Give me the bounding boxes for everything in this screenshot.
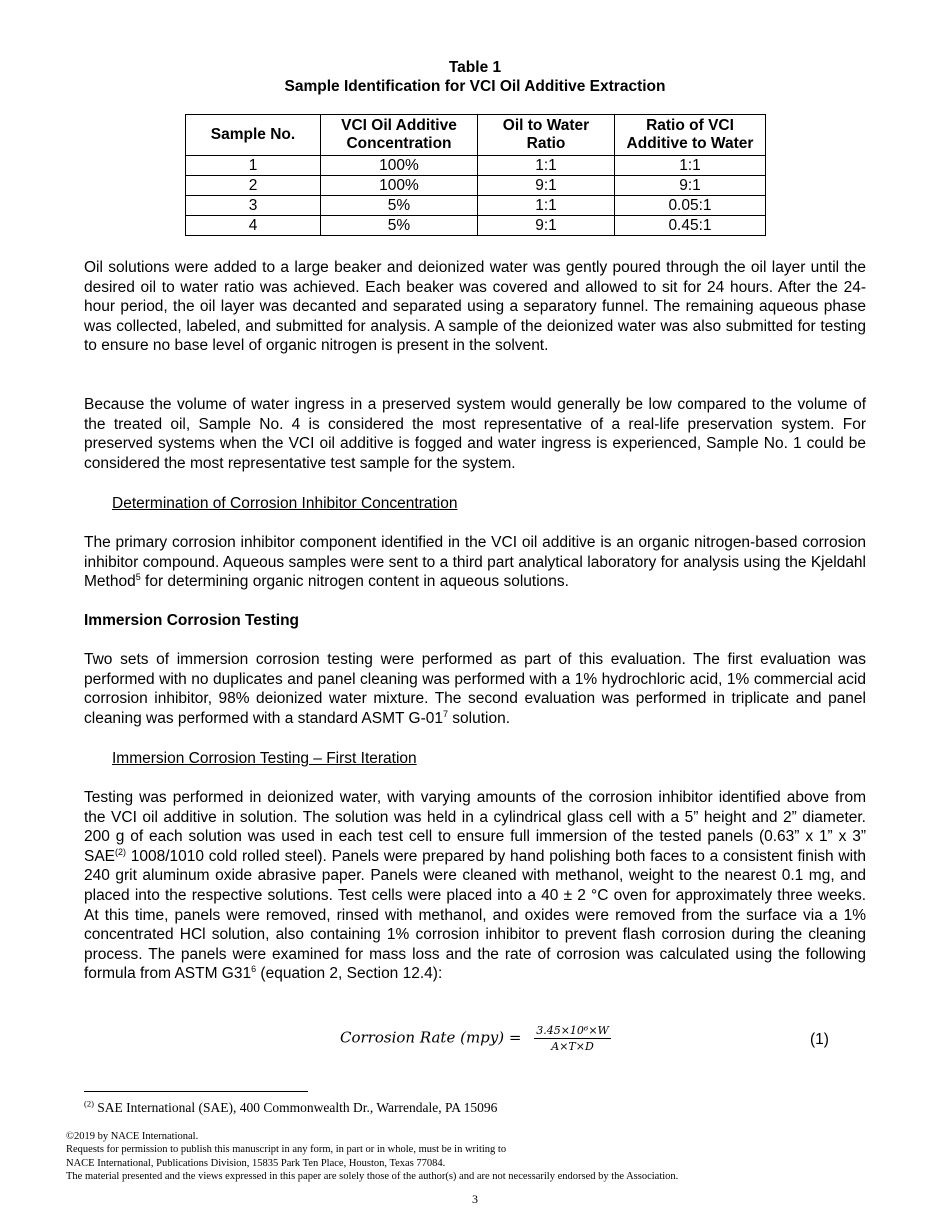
table-row (186, 216, 766, 236)
header-text: Ratio (526, 135, 566, 152)
paragraph-kjeldahl (84, 533, 866, 592)
table-header-row (186, 115, 766, 156)
table-cell: 2 (186, 176, 321, 196)
text-run: (equation 2, Section 12.4): (256, 965, 443, 983)
equation-fraction (534, 1024, 611, 1053)
table-row (186, 156, 766, 176)
equation-denominator: A×T×D (551, 1040, 594, 1053)
table-cell: 9:1 (615, 176, 766, 196)
citation-ref: 5 (135, 572, 141, 583)
copyright-line: Requests for permission to publish this manuscript in any form, in part or in whole, must be in writing to (66, 1144, 507, 1156)
equation-lhs: Corrosion Rate (mpy) = (340, 1028, 522, 1047)
header-text: Concentration (346, 135, 452, 152)
paragraph-two-sets (84, 650, 866, 728)
table-cell: 0.45:1 (615, 216, 766, 236)
sample-table (185, 114, 766, 236)
table-cell: 5% (321, 196, 478, 216)
table-cell: 9:1 (478, 176, 615, 196)
citation-ref: 6 (251, 964, 257, 975)
text-run: solution. (448, 709, 511, 727)
paragraph-water-ingress: Because the volume of water ingress in a preserved system would generally be low compared to the volume of the treated oil, Sample No. 4 is considered the most representative of a real-life preservation system. For preserved systems when the VCI oil additive is fogged and water ingress is experienced, Sample No. 1 could be considered the most representative test sample for the system. (84, 396, 866, 472)
header-text: Ratio of VCI (646, 117, 734, 134)
text-run: for determining organic nitrogen content in aqueous solutions. (140, 573, 569, 591)
header-vci-water (615, 115, 766, 156)
copyright-line: ©2019 by NACE International. (66, 1131, 199, 1142)
footnote (84, 1100, 497, 1116)
header-sample-no (186, 115, 321, 156)
header-concentration (321, 115, 478, 156)
table-cell: 100% (321, 156, 478, 176)
copyright-line: The material presented and the views expressed in this paper are solely those of the author(s) and are not necessarily endorsed by the Association. (66, 1171, 679, 1183)
footnote-mark: (2) (84, 1098, 94, 1109)
table-cell: 1:1 (615, 156, 766, 176)
table-cell: 100% (321, 176, 478, 196)
text-run: Two sets of immersion corrosion testing were performed as part of this evaluation. The first evaluation was performed with no duplicates and panel cleaning was performed with a 1% hydrochloric acid, 1% commercial acid corrosion inhibitor, 98% deionized water mixture. The second evaluation was performed in triplicate and panel cleaning was performed with a standard ASMT G-01 (84, 651, 866, 727)
table-caption: Sample Identification for VCI Oil Additive Extraction (284, 78, 666, 95)
table-row (186, 176, 766, 196)
table-cell: 0.05:1 (615, 196, 766, 216)
header-text: Oil to Water (502, 117, 590, 134)
text-run: 1008/1010 cold rolled steel). Panels were prepared by hand polishing both faces to a consistent finish with 240 grit aluminum oxide abrasive paper. Panels were cleaned with methanol, weight to the nearest 0.1 mg, and placed into the respective solutions. Test cells were placed into a 40 ± 2 °C oven for approximately three weeks. At this time, panels were removed, rinsed with methanol, and oxides were removed from the surface via a 1% concentrated HCl solution, also containing 1% corrosion inhibitor to prevent flash corrosion during the cleaning process. The panels were examined for mass loss and the rate of corrosion was calculated using the following formula from ASTM G31 (84, 847, 866, 983)
text-run: The primary corrosion inhibitor component identified in the VCI oil additive is an organic nitrogen-based corrosion inhibitor compound. Aqueous samples were sent to a third part analytical laboratory for analysis using the Kjeldahl Method (84, 534, 866, 591)
table-cell: 1:1 (478, 196, 615, 216)
table-cell: 1:1 (478, 156, 615, 176)
footnote-text: SAE International (SAE), 400 Commonwealth Dr., Warrendale, PA 15096 (93, 1100, 498, 1115)
citation-ref: 7 (442, 708, 448, 719)
subheading-inhibitor-concentration: Determination of Corrosion Inhibitor Concentration (112, 495, 458, 512)
header-text: VCI Oil Additive (341, 117, 457, 134)
subheading-first-iteration: Immersion Corrosion Testing – First Iteration (112, 750, 417, 767)
footnote-divider (84, 1091, 308, 1092)
equation-number: (1) (810, 1031, 829, 1048)
text-run: Testing was performed in deionized water, with varying amounts of the corrosion inhibitor identified above from the VCI oil additive in solution. The solution was held in a cylindrical glass cell with a 5” height and 2” diameter. 200 g of each solution was used in each test cell to ensure full immersion of the tested panels (0.63” x 1” x 3” SAE (84, 789, 866, 865)
table-cell: 4 (186, 216, 321, 236)
footnote-ref: (2) (115, 846, 127, 857)
header-oil-water (478, 115, 615, 156)
table-row (186, 196, 766, 216)
table-label: Table 1 (448, 59, 502, 76)
equation-numerator: 3.45×10⁶×W (536, 1024, 609, 1037)
paragraph-testing-procedure (84, 788, 866, 984)
page-number: 3 (472, 1192, 478, 1206)
table-cell: 5% (321, 216, 478, 236)
section-heading: Immersion Corrosion Testing (84, 612, 300, 629)
copyright-block (66, 1130, 678, 1184)
paragraph-oil-solutions: Oil solutions were added to a large beaker and deionized water was gently poured through the oil layer until the desired oil to water ratio was achieved. Each beaker was covered and allowed to sit for 24 hours. After the 24-hour period, the oil layer was decanted and separated using a separatory funnel. The remaining aqueous phase was collected, labeled, and submitted for analysis. A sample of the deionized water was also submitted for testing to ensure no base level of organic nitrogen is present in the solvent. (84, 259, 866, 355)
table-cell: 3 (186, 196, 321, 216)
copyright-line: NACE International, Publications Division, 15835 Park Ten Place, Houston, Texas 77084. (66, 1157, 446, 1169)
table-cell: 9:1 (478, 216, 615, 236)
corrosion-rate-equation (340, 1024, 611, 1053)
table-cell: 1 (186, 156, 321, 176)
header-text: Additive to Water (626, 135, 754, 152)
header-text: Sample No. (210, 126, 296, 143)
